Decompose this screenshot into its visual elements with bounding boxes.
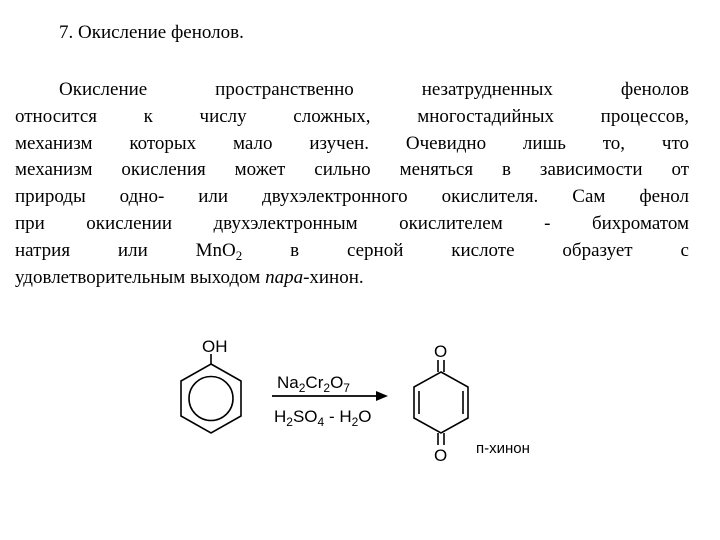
paragraph-line: при окислении двухэлектронным окислителем - бихроматом: [15, 212, 689, 234]
reagent-top: $Na_2Cr_2O_7$: [277, 373, 350, 395]
section-heading: 7. Окисление фенолов.: [59, 22, 244, 43]
paragraph-word: в: [290, 239, 300, 261]
phenol-oh-label: OH: [202, 337, 228, 356]
paragraph-line: удовлетворительным выходом пара-хинон.: [15, 266, 364, 288]
paragraph-word: серной: [346, 239, 404, 261]
paragraph-word: кислоте: [451, 239, 515, 261]
paragraph-word: образует: [562, 239, 633, 261]
product-label: п-хинон: [476, 440, 530, 457]
paragraph-line: относится к числу сложных, многостадийных процессов,: [15, 105, 689, 127]
reagent-bottom: $H_2SO_4 - H_2O$: [274, 407, 372, 429]
phenol-structure: [181, 354, 241, 433]
quinone-top-oxygen: O: [434, 342, 448, 361]
paragraph-line: механизм которых мало изучен. Очевидно лишь то, что: [15, 132, 689, 154]
paragraph-line: механизм окисления может сильно меняться в зависимости от: [15, 159, 689, 181]
quinone-structure: [414, 360, 468, 445]
paragraph-line: Окисление пространственно незатрудненных фенолов: [59, 79, 689, 100]
formula-mno2: MnO$_2$: [195, 239, 243, 263]
paragraph-word: или: [117, 239, 148, 261]
paragraph-word: с: [680, 239, 689, 261]
paragraph-word: натрия: [15, 239, 71, 261]
paragraph-line: природы одно- или двухэлектронного окислителя. Сам фенол: [15, 186, 689, 208]
quinone-bottom-oxygen: O: [434, 446, 448, 465]
